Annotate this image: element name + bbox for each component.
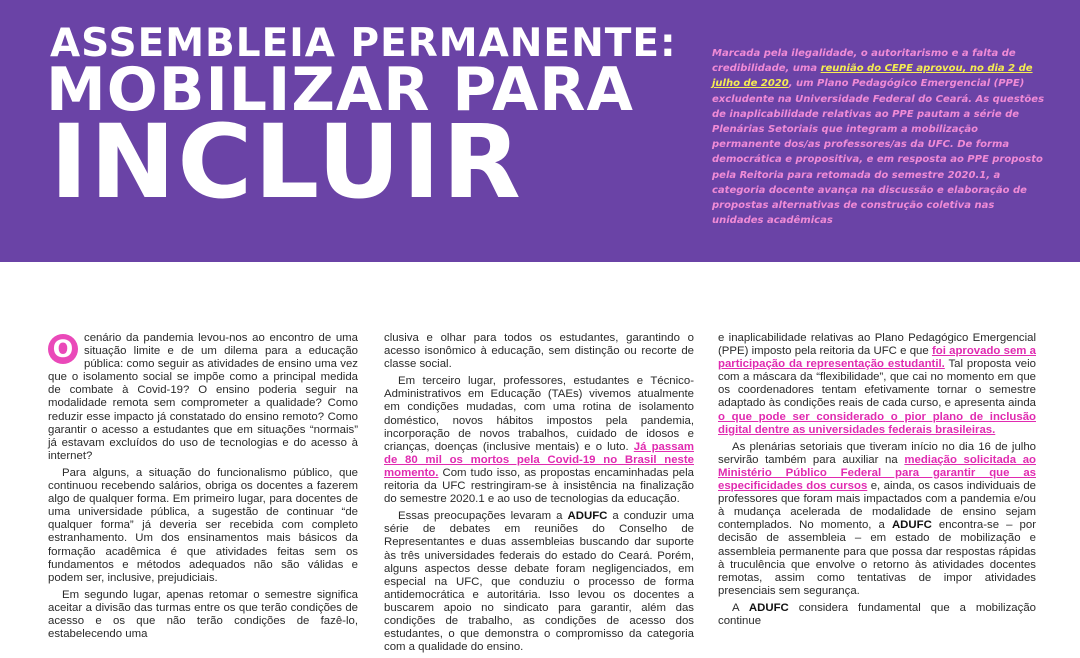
paragraph-text: A [732, 601, 749, 614]
header-banner [0, 0, 1080, 262]
drop-cap: O [48, 334, 78, 364]
paragraph-text: a conduzir uma série de debates em reuniões do Conselho de Representantes e duas assembleias buscando dar suporte às três universidades federais do estado do Ceará. Porém, alguns aspectos desse debate foram negligenciados, em especial na UFC, que conduziu o processo de forma antidemocrática e autoritária. Isso levou os docentes a buscarem apoio no sindicato para garantir, além das condições de trabalho, as condições de acesso dos estudantes, o que demonstra o compromisso da categoria com a qualidade do ensino. [384, 510, 694, 654]
paragraph [384, 375, 694, 506]
covid-deaths-link[interactable]: Já passam de 80 mil os mortos pela Covid-19 no Brasil neste momento. [384, 440, 694, 479]
paragraph [718, 332, 1036, 437]
paragraph [718, 602, 1036, 628]
paragraph: clusiva e olhar para todos os estudantes, garantindo o acesso isonômico à educação, sem distinção ou recorte de classe social. [384, 332, 694, 371]
adufc-bold: ADUFC [748, 601, 789, 614]
paragraph: Em segundo lugar, apenas retomar o semestre significa aceitar a divisão das turmas entre os que terão condições de acesso e os que não terão condições de fazê-lo, estabelecendo uma [48, 588, 358, 641]
worst-inclusion-plan-link[interactable]: o que pode ser considerado o pior plano de inclusão digital dentre as universidades federais brasileiras. [718, 410, 1036, 436]
mpf-mediation-link[interactable]: mediação solicitada ao Ministério Público Federal para garantir que as especificidades dos cursos [718, 453, 1036, 493]
paragraph-text: cenário da pandemia levou-nos ao encontro de uma situação limite e de um dilema para a educação pública: como seguir as atividades de ensino uma vez que o isolamento social se impõe como a principal medida de combate à Covid-19? O ensino poderia seguir na modalidade remota sem comprometer a qualidade? Como reduzir esse impacto já constatado do ensino remoto? Como garantir o acesso a estudantes que em situações “normais” já estavam excluídos do uso de tecnologias e do acesso à internet? [48, 332, 358, 462]
paragraph-text: Em terceiro lugar, professores, estudantes e Técnico-Administrativos em Educação (TAEs) vivemos atualmente em condições mudadas, com uma rotina de isolamento doméstico, novos hábitos impostos pela pandemia, incorporação de novos trabalhos, cuidado de idosos e crianças, doenças (inclusive mentais) e o luto. [384, 375, 694, 453]
lede-text-2: , um Plano Pedagógico Emergencial (PPE) excludente na Universidade Federal do Ceará. As questões de inaplicabilidade relativas ao PPE pautam a série de Plenárias Setoriais que integram a mobilização permanente dos/as professores/as da UFC. De forma democrática e propositiva, e em resposta ao PPE proposto pela Reitoria para retomada do semestre 2020.1, a categoria docente avança na discussão e elaboração de propostas alternativas de construção coletiva nas unidades acadêmicas [712, 78, 1045, 227]
column-2 [384, 332, 694, 658]
paragraph-text: e, ainda, os casos individuais de professores que foram mais impactados com a pandemia e/ou à mudança acelerada de modalidade de ensino sejam contemplados. No momento, a [718, 480, 1036, 532]
title-line-1: ASSEMBLEIA PERMANENTE: [50, 21, 677, 66]
paragraph-text: Essas preocupações levaram a [398, 510, 568, 523]
paragraph-text: Com tudo isso, as propostas encaminhadas pela reitoria da UFC restringiram-se à insistência na finalização do semestre 2020.1 e ao uso de tecnologias da educação. [384, 466, 694, 506]
title-line-2: MOBILIZAR PARA [46, 55, 634, 125]
approved-without-students-link[interactable]: foi aprovado sem a participação da representação estudantil. [718, 345, 1037, 371]
paragraph-text: e inaplicabilidade relativas ao Plano Pedagógico Emergencial (PPE) imposto pela reitoria da UFC e que [718, 332, 1036, 358]
paragraph: Para alguns, a situação do funcionalismo público, que continuou recebendo salários, obriga os docentes a fazerem algo de qualquer forma. Em primeiro lugar, para docentes de uma universidade pública, a sugestão de continuar “de qualquer forma” já deveria ser recebida com completo estranhamento. Um dos ensinamentos mais básicos da formação acadêmica é que atividades feitas sem os fundamentos e métodos adequados não são válidas e podem ser, inclusive, prejudiciais. [48, 466, 358, 584]
title-line-3: INCLUIR [50, 103, 523, 222]
paragraph-text: considera fundamental que a mobilização continue [718, 601, 1036, 627]
paragraph [718, 441, 1036, 598]
lede-link[interactable]: reunião do CEPE aprovou, no dia 2 de julho de 2020 [712, 63, 1033, 90]
paragraph-text: Tal proposta veio com a máscara da “flexibilidade”, que cai no momento em que os coordenadores tentam efetivamente tornar o semestre adaptado às condições reais de cada curso, e apresenta ainda [718, 358, 1036, 410]
adufc-bold: ADUFC [891, 519, 932, 532]
column-1 [48, 332, 358, 645]
paragraph [384, 510, 694, 654]
article-body [48, 332, 1037, 654]
paragraph-text: encontra-se – por decisão de assembleia – em estado de mobilização e assembleia permanente para que possa dar respostas rápidas à truculência que envolve o retorno às atividades docentes remotas, assim como tentativas de impor atividades presenciais sem segurança. [718, 519, 1036, 597]
paragraph [48, 332, 358, 463]
lede-paragraph [712, 46, 1048, 228]
adufc-bold: ADUFC [567, 510, 608, 523]
paragraph-text: As plenárias setoriais que tiveram início no dia 16 de julho servirão também para auxiliar na [718, 440, 1036, 466]
lede-text-1: Marcada pela ilegalidade, o autoritarismo e a falta de credibilidade, uma [712, 48, 1016, 75]
column-3 [718, 332, 1036, 632]
